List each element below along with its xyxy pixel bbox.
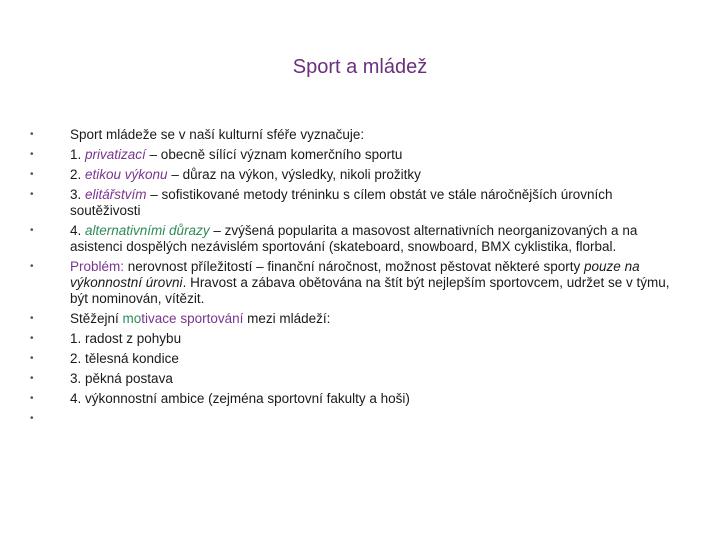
list-item: • 2. tělesná kondice bbox=[30, 351, 179, 366]
bullet-icon: • bbox=[30, 129, 34, 140]
bullet-icon: • bbox=[30, 393, 34, 404]
bullet-icon: • bbox=[30, 413, 34, 424]
list-item: • Problém: nerovnost příležitostí – finanční náročnost, možnost pěstovat některé sporty pouze na výkonnostní úrovni. Hravost a zábava obětována na štít být nejlepším sportovcem, udržet se v týmu, být nominován, vítězit. bbox=[30, 259, 670, 306]
bullet-icon: • bbox=[30, 333, 34, 344]
list-item: • Stěžejní motivace sportování mezi mládeží: bbox=[30, 311, 331, 326]
bullet-list bbox=[30, 127, 680, 424]
bullet-icon: • bbox=[30, 149, 34, 160]
bullet-icon: • bbox=[30, 225, 34, 236]
list-item: • 3. pěkná postava bbox=[30, 371, 173, 386]
list-item: • Sport mládeže se v naší kulturní sféře vyznačuje: bbox=[30, 127, 365, 142]
bullet-icon: • bbox=[30, 313, 34, 324]
list-item: • 1. privatizací – obecně sílící význam komerčního sportu bbox=[30, 147, 403, 162]
bullet-icon: • bbox=[30, 353, 34, 364]
list-item: • 1. radost z pohybu bbox=[30, 331, 182, 346]
list-item: • 4. výkonnostní ambice (zejména sportovní fakulty a hoši) bbox=[30, 391, 410, 406]
list-item: • 2. etikou výkonu – důraz na výkon, výsledky, nikoli prožitky bbox=[30, 167, 421, 182]
bullet-icon: • bbox=[30, 261, 34, 272]
bullet-icon: • bbox=[30, 169, 34, 180]
bullet-icon: • bbox=[30, 189, 34, 200]
list-item: • 3. elitářstvím – sofistikované metody tréninku s cílem obstát ve stále náročnějších úrovních soutěživosti bbox=[30, 187, 613, 218]
list-item: • 4. alternativními důrazy – zvýšená popularita a masovost alternativních neorganizovaných a na asistenci dospělých nezávislém sportování (skateboard, snowboard, BMX cyklistika, florbal. bbox=[30, 223, 638, 254]
slide-title: Sport a mládež bbox=[292, 56, 428, 78]
bullet-icon: • bbox=[30, 373, 34, 384]
